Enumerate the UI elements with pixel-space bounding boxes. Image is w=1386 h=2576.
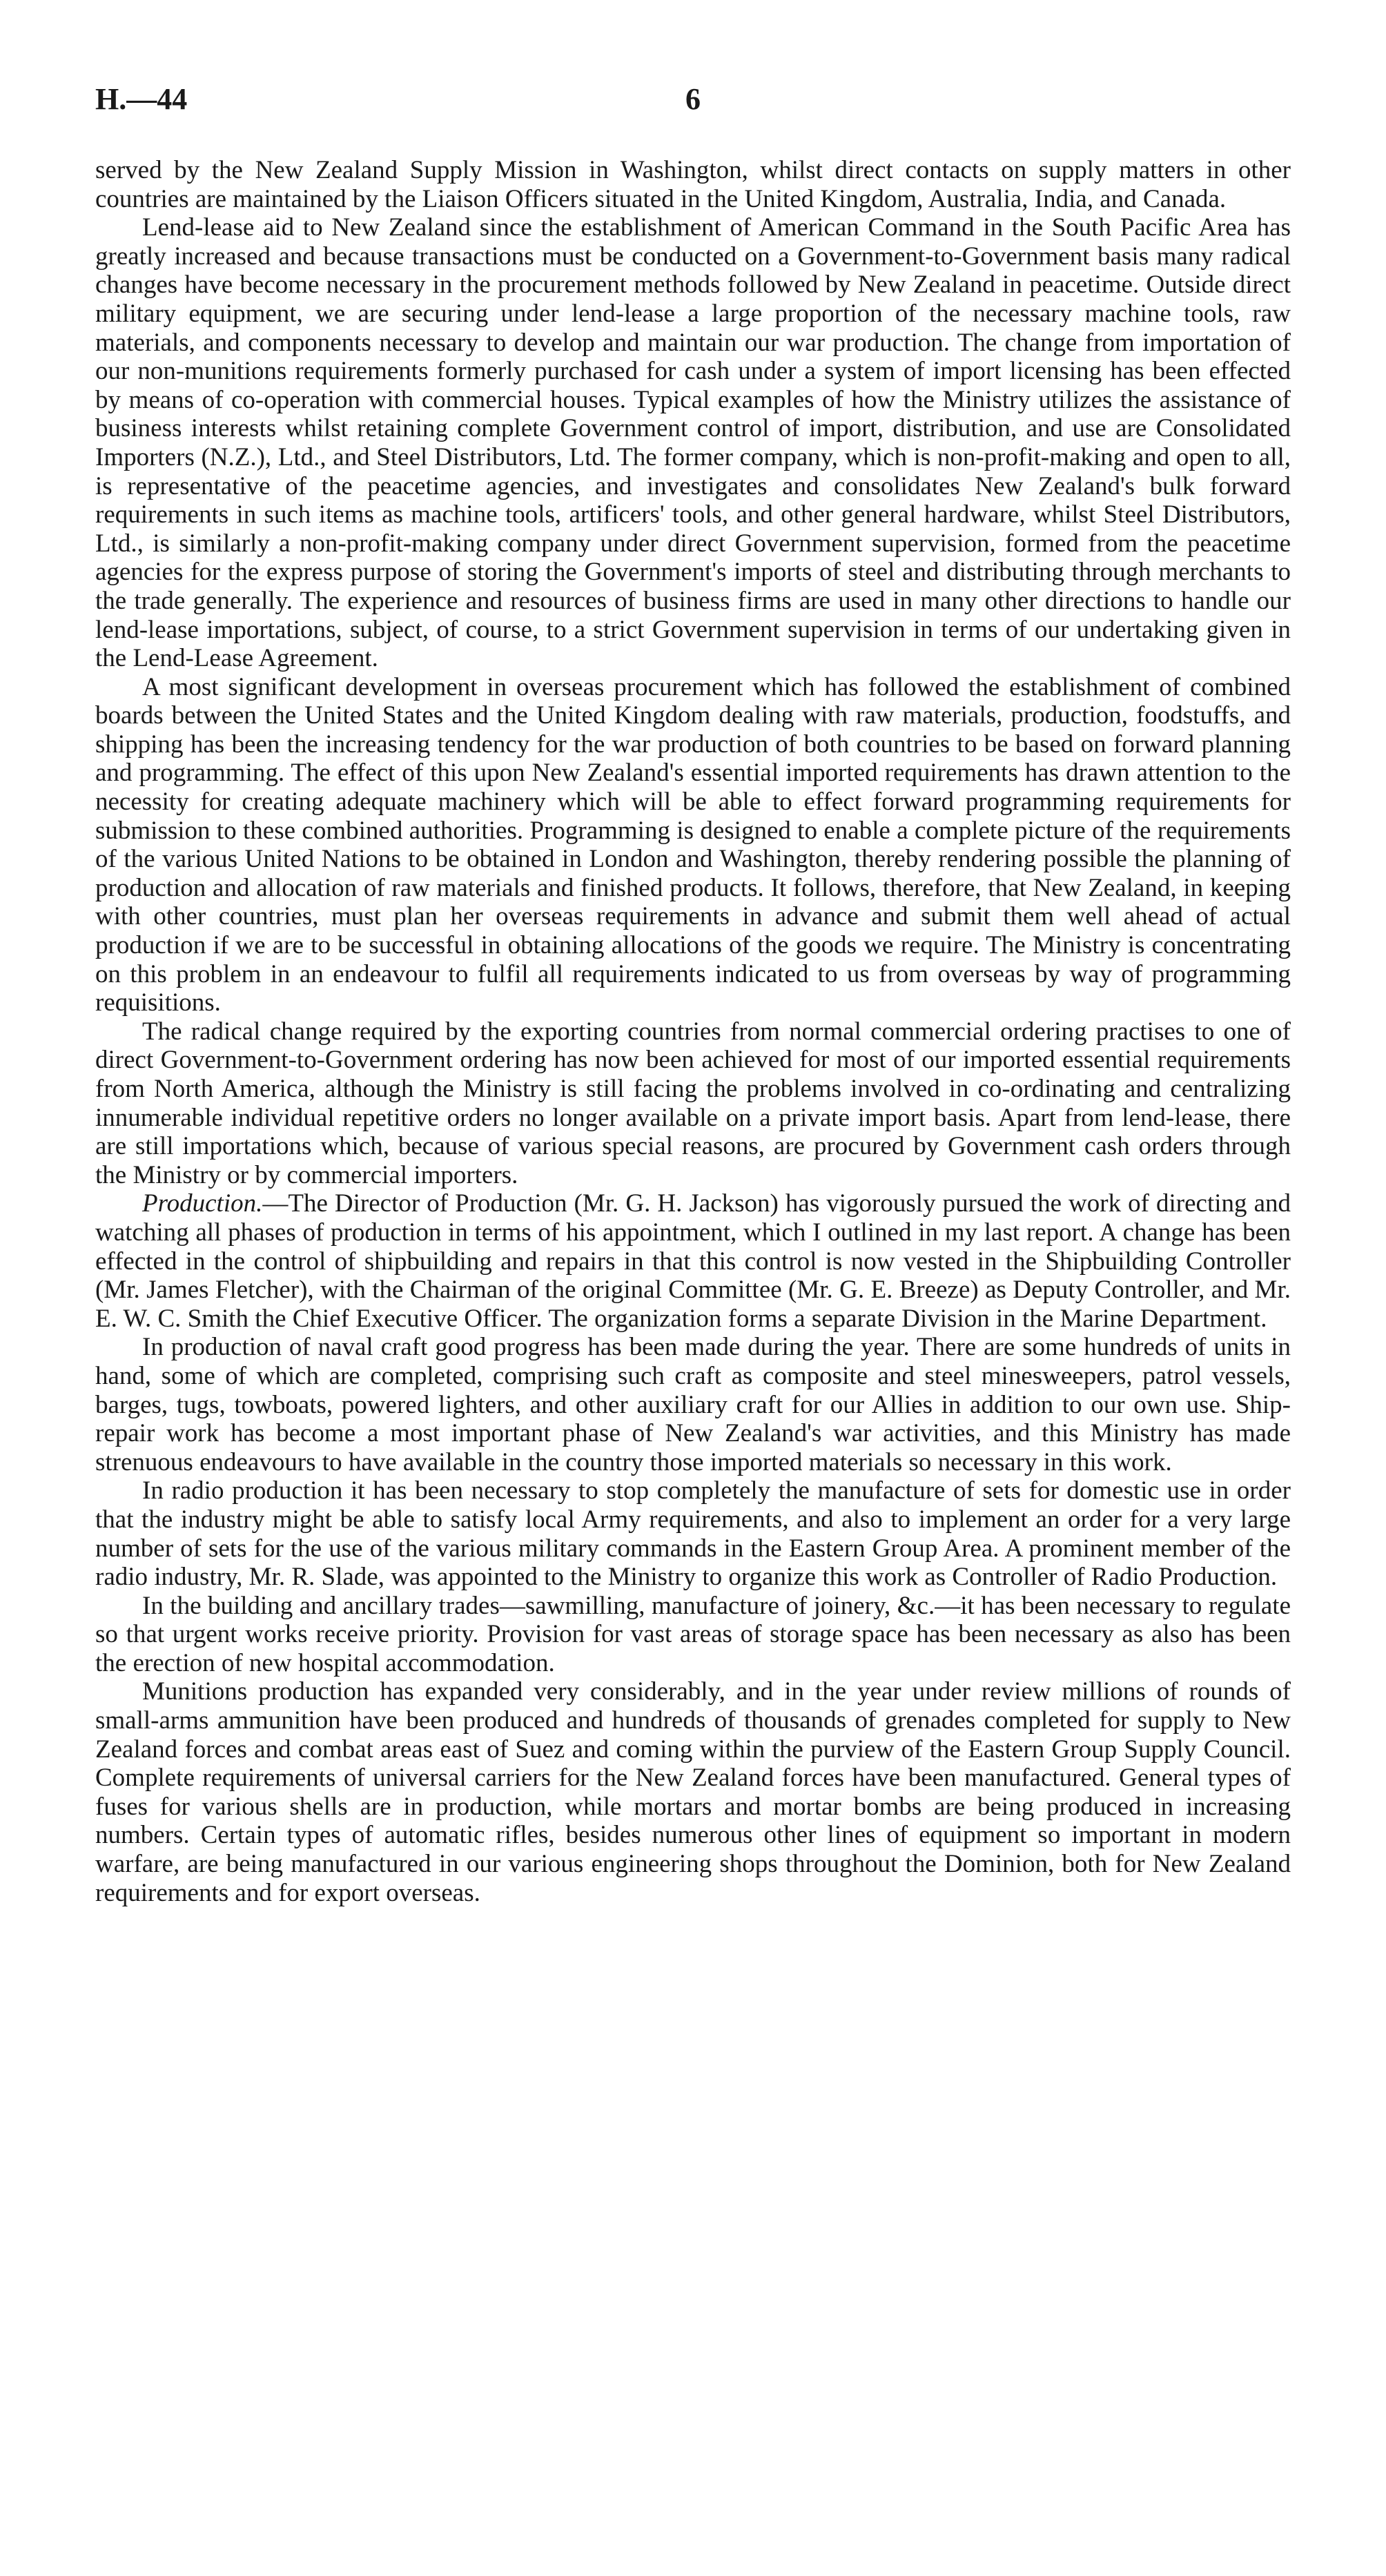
paragraph-text: In the building and ancillary trades—sawmilling, manufacture of joinery, &c.—it has been necessary to regulate so that urgent works receive priority. Provision for vast areas of storage space has been necessary as also has been the erection of new hospital accommodation. xyxy=(95,1591,1291,1677)
paragraph-text: served by the New Zealand Supply Mission in Washington, whilst direct contacts on supply matters in other countries are maintained by the Liaison Officers situated in the United Kingdom, Australia, India, and Canada. xyxy=(95,156,1291,213)
paragraph-programming xyxy=(95,673,1291,1017)
paragraph-continued xyxy=(95,156,1291,213)
paragraph-text: Lend-lease aid to New Zealand since the establishment of American Command in the South Pacific Area has greatly increased and because transactions must be conducted on a Government-to-Government basis many radical changes have become necessary in the procurement methods followed by New Zealand in peacetime. Outside direct military equipment, we are securing under lend-lease a large proportion of the necessary machine tools, raw materials, and components necessary to develop and maintain our war production. The change from importation of our non-munitions requirements formerly purchased for cash under a system of import licensing has been effected by means of co-operation with commercial houses. Typical examples of how the Ministry utilizes the assistance of business interests whilst retaining complete Government control of import, distribution, and use are Consolidated Importers (N.Z.), Ltd., and Steel Distributors, Ltd. The former company, which is non-profit-making and open to all, is representative of the peacetime agencies, and investigates and consolidates New Zealand's bulk forward requirements in such items as machine tools, artificers' tools, and other general hardware, whilst Steel Distributors, Ltd., is similarly a non-profit-making company under direct Government supervision, formed from the peacetime agencies for the express purpose of storing the Government's imports of steel and distributing through merchants to the trade generally. The experience and resources of business firms are used in many other directions to handle our lend-lease importations, subject, of course, to a strict Government supervision in terms of our undertaking given in the Lend-Lease Agreement. xyxy=(95,213,1291,673)
paragraph-text: Munitions production has expanded very considerably, and in the year under review millions of rounds of small-arms ammunition have been produced and hundreds of thousands of grenades completed for supply to New Zealand forces and combat areas east of Suez and coming within the purview of the Eastern Group Supply Council. Complete requirements of universal carriers for the New Zealand forces have been manufactured. General types of fuses for various shells are in production, while mortars and mortar bombs are being produced in increasing numbers. Certain types of automatic rifles, besides numerous other lines of equipment so important in modern warfare, are being manufactured in our various engineering shops throughout the Dominion, both for New Zealand requirements and for export overseas. xyxy=(95,1677,1291,1907)
document-page xyxy=(95,81,1291,2539)
paragraph-text: A most significant development in overseas procurement which has followed the establishment of combined boards between the United States and the United Kingdom dealing with raw materials, production, foodstuffs, and shipping has been the increasing tendency for the war production of both countries to be based on forward planning and programming. The effect of this upon New Zealand's essential imported requirements has drawn attention to the necessity for creating adequate machinery which will be able to effect forward programming requirements for submission to these combined authorities. Programming is designed to enable a complete picture of the requirements of the various United Nations to be obtained in London and Washington, thereby rendering possible the planning of production and allocation of raw materials and finished products. It follows, therefore, that New Zealand, in keeping with other countries, must plan her overseas requirements in advance and submit them well ahead of actual production if we are to be successful in obtaining allocations of the goods we require. The Ministry is concentrating on this problem in an endeavour to fulfil all requirements indicated to us from overseas by way of programming requisitions. xyxy=(95,672,1291,1017)
paragraph-radio xyxy=(95,1476,1291,1591)
paragraph-text: In production of naval craft good progress has been made during the year. There are some hundreds of units in hand, some of which are completed, comprising such craft as composite and steel minesweepers, patrol vessels, barges, tugs, towboats, powered lighters, and other auxiliary craft for our Allies in addition to our own use. Ship-repair work has become a most important phase of New Zealand's war activities, and this Ministry has made strenuous endeavours to have available in the country those imported materials so necessary in this work. xyxy=(95,1333,1291,1476)
paragraph-lend-lease xyxy=(95,213,1291,673)
document-reference: H.—44 xyxy=(95,82,188,116)
paragraph-text: In radio production it has been necessary to stop completely the manufacture of sets for domestic use in order that the industry might be able to satisfy local Army requirements, and also to implement an order for a very large number of sets for the use of the various military commands in the Eastern Group Area. A prominent member of the radio industry, Mr. R. Slade, was appointed to the Ministry to organize this work as Controller of Radio Production. xyxy=(95,1476,1291,1592)
paragraph-production xyxy=(95,1189,1291,1333)
paragraph-ordering xyxy=(95,1017,1291,1190)
section-heading-production: Production. xyxy=(142,1189,263,1218)
paragraph-text: The radical change required by the exporting countries from normal commercial ordering practises to one of direct Government-to-Government ordering has now been achieved for most of our imported essential requirements from North America, although the Ministry is still facing the problems involved in co-ordinating and centralizing innumerable individual repetitive orders no longer available on a private import basis. Apart from lend-lease, there are still importations which, because of various special reasons, are procured by Government cash orders through the Ministry or by commercial importers. xyxy=(95,1017,1291,1189)
body-text xyxy=(95,156,1291,1907)
paragraph-naval-craft xyxy=(95,1333,1291,1476)
page-number: 6 xyxy=(685,82,701,116)
paragraph-building xyxy=(95,1592,1291,1678)
paragraph-text: —The Director of Production (Mr. G. H. Jackson) has vigorously pursued the work of directing and watching all phases of production in terms of his appointment, which I outlined in my last report. A change has been effected in the control of shipbuilding and repairs in that this control is now vested in the Shipbuilding Controller (Mr. James Fletcher), with the Chairman of the original Committee (Mr. G. E. Breeze) as Deputy Controller, and Mr. E. W. C. Smith the Chief Executive Officer. The organization forms a separate Division in the Marine Department. xyxy=(95,1189,1291,1333)
paragraph-munitions xyxy=(95,1677,1291,1907)
page-header xyxy=(95,81,1291,131)
